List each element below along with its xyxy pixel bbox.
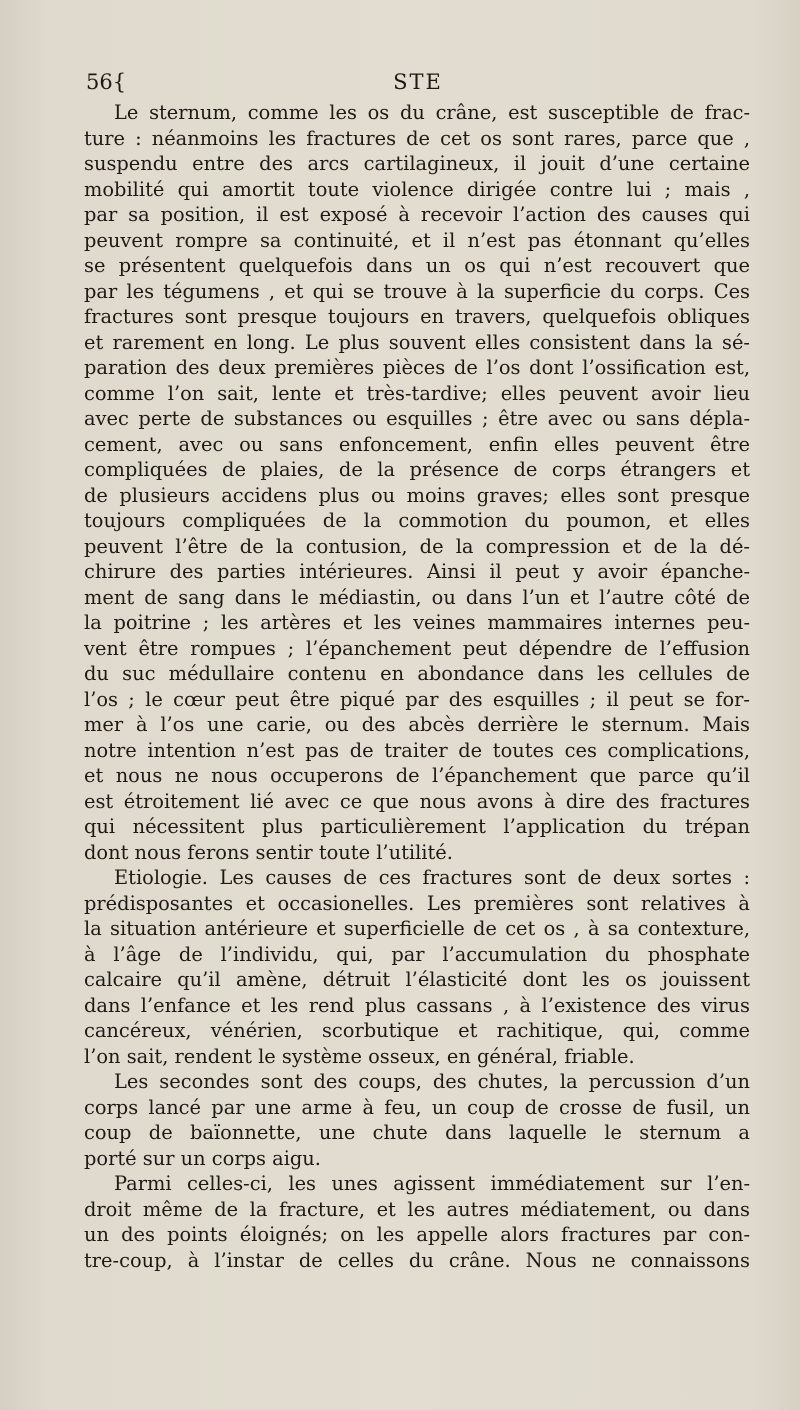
text-line: la poitrine ; les artères et les veines mammaires internes peu- — [84, 611, 750, 634]
text-line: compliquées de plaies, de la présence de corps étrangers et — [84, 458, 750, 481]
text-line: l’os ; le cœur peut être piqué par des esquilles ; il peut se for- — [84, 687, 750, 711]
text-line: et nous ne nous occuperons de l’épanchement que parce qu’il — [84, 764, 750, 787]
text-line: calcaire qu’il amène, détruit l’élasticité dont les os jouissent — [84, 968, 750, 991]
text-line: avec perte de substances ou esquilles ; être avec ou sans dépla- — [84, 407, 750, 430]
body-text — [84, 100, 750, 1273]
text-line: à l’âge de l’individu, qui, par l’accumulation du phosphate — [84, 942, 750, 966]
text-line: notre intention n’est pas de traiter de toutes ces complications, — [84, 738, 750, 762]
text-line: de plusieurs accidens plus ou moins graves; elles sont presque — [84, 483, 750, 507]
text-line: l’on sait, rendent le système osseux, en général, friable. — [84, 1044, 635, 1068]
text-line: dont nous ferons sentir toute l’utilité. — [84, 840, 453, 864]
text-line: Etiologie. Les causes de ces fractures sont de deux sortes : — [114, 866, 750, 889]
text-line: peuvent rompre sa continuité, et il n’est pas étonnant qu’elles — [84, 228, 750, 252]
text-line: ment de sang dans le médiastin, ou dans l’un et l’autre côté de — [84, 585, 750, 609]
text-line: chirure des parties intérieures. Ainsi il peut y avoir épanche- — [84, 560, 750, 583]
text-line: prédisposantes et occasionelles. Les premières sont relatives à — [84, 891, 750, 915]
text-line: par sa position, il est exposé à recevoir l’action des causes qui — [84, 203, 750, 226]
text-line: par les tégumens , et qui se trouve à la superficie du corps. Ces — [84, 279, 750, 303]
text-line: tre-coup, à l’instar de celles du crâne. Nous ne connaissons — [84, 1248, 750, 1272]
text-line: mobilité qui amortit toute violence dirigée contre lui ; mais , — [84, 177, 750, 201]
text-line: peuvent l’être de la contusion, de la compression et de la dé- — [84, 534, 750, 558]
text-line: un des points éloignés; on les appelle alors fractures par con- — [84, 1223, 750, 1246]
text-line: cancéreux, vénérien, scorbutique et rachitique, qui, comme — [84, 1019, 750, 1042]
text-line: dans l’enfance et les rend plus cassans , à l’existence des virus — [84, 993, 750, 1017]
text-line: paration des deux premières pièces de l’os dont l’ossification est, — [84, 356, 750, 379]
running-head — [86, 70, 750, 104]
text-line: mer à l’os une carie, ou des abcès derrière le sternum. Mais — [84, 713, 750, 736]
text-line: porté sur un corps aigu. — [84, 1146, 321, 1170]
text-line: se présentent quelquefois dans un os qui n’est recouvert que — [84, 254, 750, 277]
text-line: fractures sont presque toujours en travers, quelquefois obliques — [84, 305, 750, 328]
text-line: Les secondes sont des coups, des chutes, la percussion d’un — [114, 1070, 750, 1093]
text-line: cement, avec ou sans enfoncement, enfin elles peuvent être — [84, 432, 750, 456]
text-line: comme l’on sait, lente et très-tardive; elles peuvent avoir lieu — [84, 381, 750, 405]
text-line: Parmi celles-ci, les unes agissent immédiatement sur l’en- — [114, 1172, 750, 1195]
running-title: STE — [393, 70, 443, 94]
text-line: est étroitement lié avec ce que nous avons à dire des fractures — [84, 789, 750, 813]
page-number: 56{ — [86, 70, 127, 94]
text-line: droit même de la fracture, et les autres médiatement, ou dans — [84, 1197, 750, 1221]
text-line: vent être rompues ; l’épanchement peut dépendre de l’effusion — [84, 636, 750, 660]
text-line: coup de baïonnette, une chute dans laquelle le sternum a — [84, 1121, 750, 1144]
text-line: et rarement en long. Le plus souvent elles consistent dans la sé- — [84, 330, 750, 354]
text-line: ture : néanmoins les fractures de cet os sont rares, parce que , — [84, 126, 750, 150]
text-line: la situation antérieure et superficielle de cet os , à sa contexture, — [84, 917, 750, 940]
text-line: Le sternum, comme les os du crâne, est susceptible de frac- — [114, 101, 750, 124]
text-line: toujours compliquées de la commotion du poumon, et elles — [84, 509, 750, 532]
text-line: suspendu entre des arcs cartilagineux, il jouit d’une certaine — [84, 152, 750, 175]
text-line: du suc médullaire contenu en abondance dans les cellules de — [84, 662, 750, 685]
text-line: qui nécessitent plus particulièrement l’application du trépan — [84, 815, 750, 838]
text-line: corps lancé par une arme à feu, un coup de crosse de fusil, un — [84, 1095, 750, 1119]
